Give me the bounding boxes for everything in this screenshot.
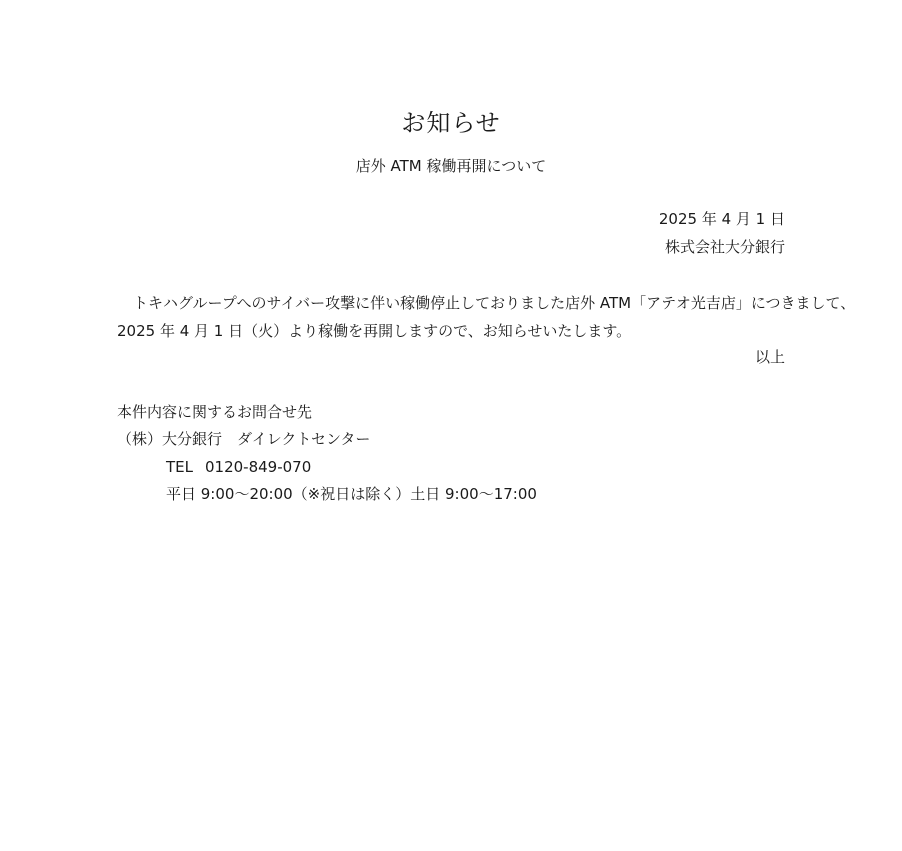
phone-label: TEL: [166, 458, 193, 476]
contact-heading: 本件内容に関するお問合せ先: [117, 403, 313, 421]
contact-organization: （株）大分銀行 ダイレクトセンター: [117, 430, 371, 448]
page-title: お知らせ: [401, 109, 501, 137]
phone-number: 0120-849-070: [205, 458, 312, 476]
body-line-1: トキハグループへのサイバー攻撃に伴い稼働停止しておりました店外 ATM「アテオ光吉店」につきまして、: [133, 294, 856, 312]
notice-subtitle: 店外 ATM 稼働再開について: [355, 157, 547, 175]
closing-mark: 以上: [754, 348, 785, 366]
contact-hours: 平日 9:00～20:00（※祝日は除く）土日 9:00～17:00: [166, 485, 537, 503]
contact-phone: [166, 456, 311, 478]
notice-body: [117, 289, 856, 345]
notice-date: 2025 年 4 月 1 日: [658, 210, 785, 228]
issuer-name: 株式会社大分銀行: [664, 238, 785, 256]
body-line-2: 2025 年 4 月 1 日（火）より稼働を再開しますので、お知らせいたします。: [117, 322, 632, 340]
